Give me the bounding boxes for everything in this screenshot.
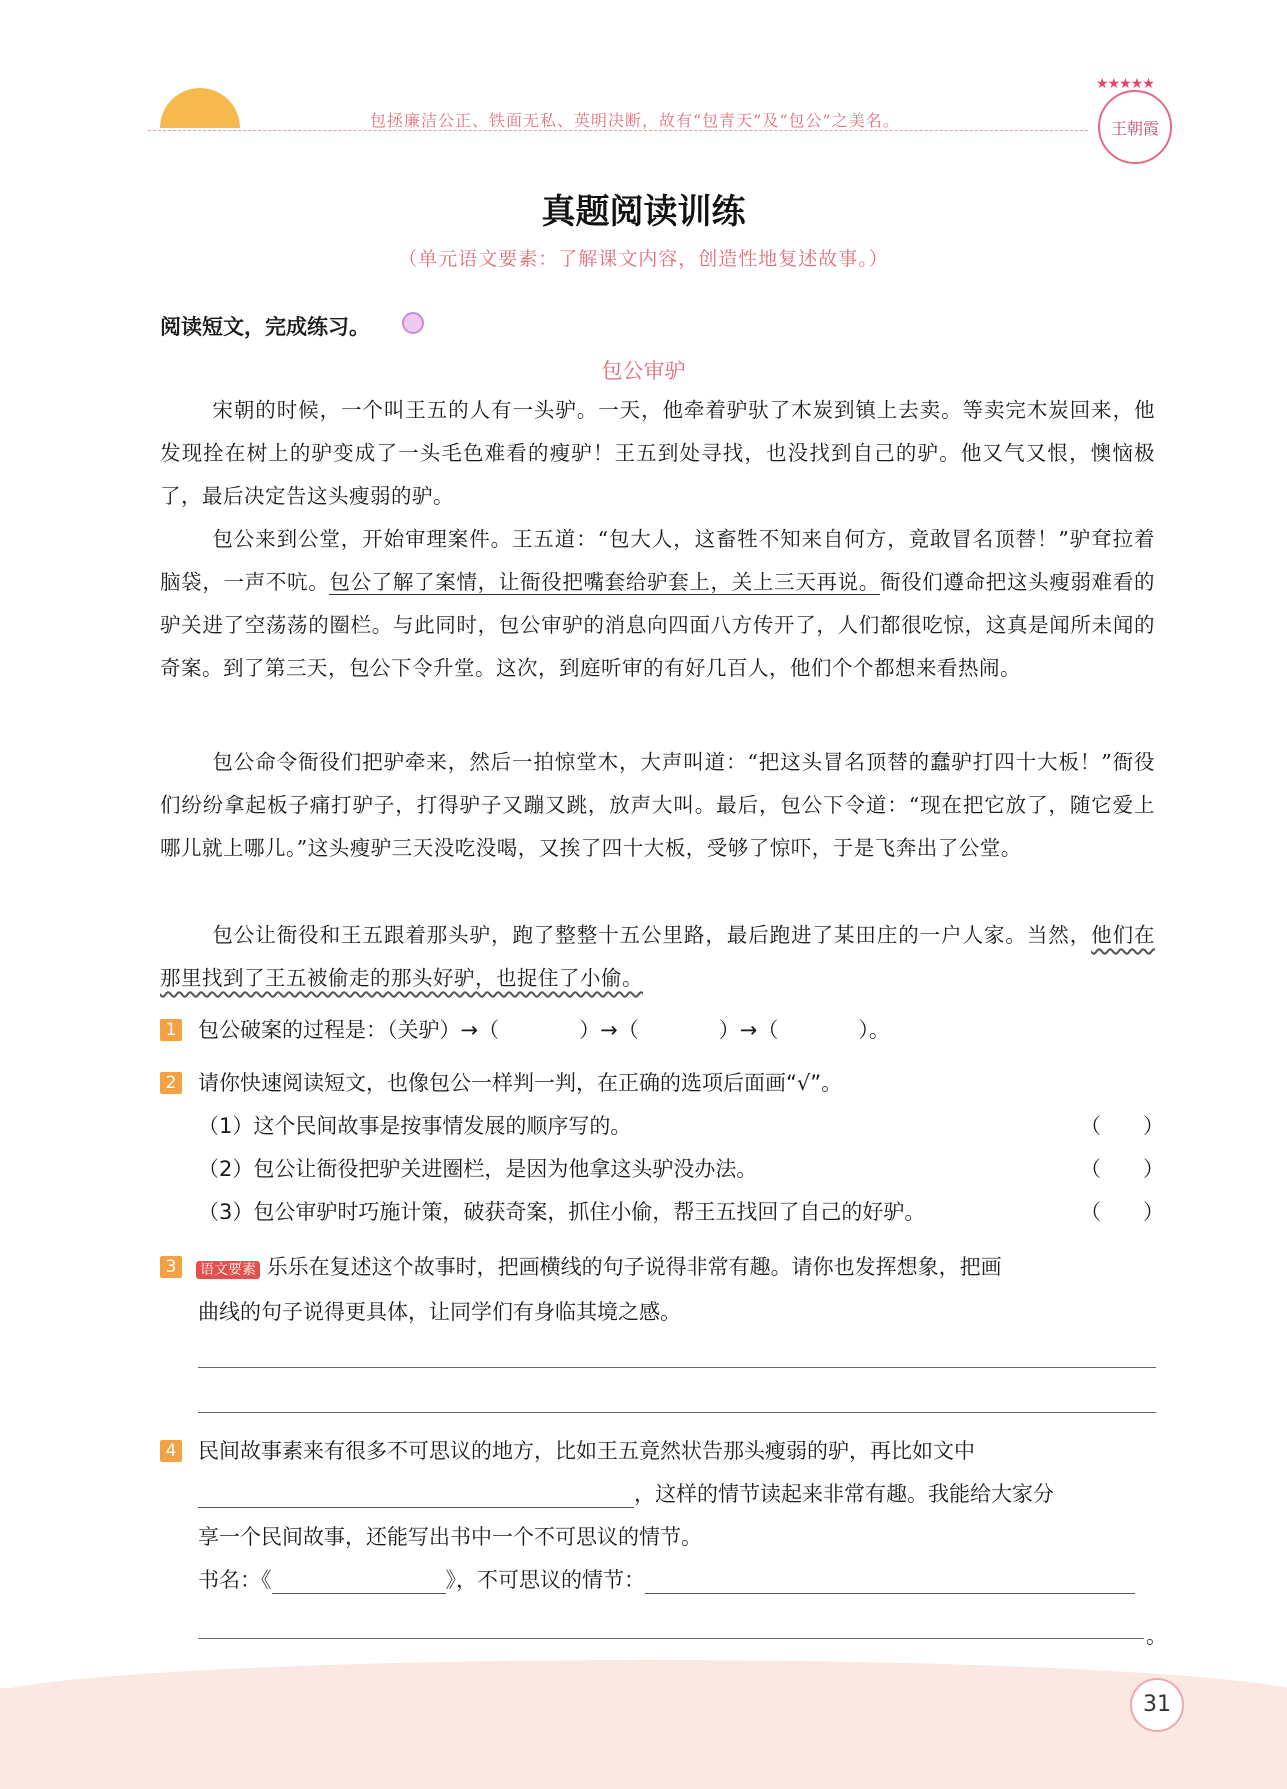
question-4: 民间故事素来有很多不可思议的地方，比如王五竟然状告那头瘦弱的驴，再比如文中 xyxy=(198,1439,975,1463)
header-motto: 包拯廉洁公正、铁面无私、英明决断，故有“包青天”及“包公”之美名。 xyxy=(370,111,900,130)
page-subtitle: （单元语文要素：了解课文内容，创造性地复述故事。） xyxy=(398,248,889,270)
question-number-4: 4 xyxy=(160,1440,182,1462)
q2-answer-box-1[interactable]: （ ） xyxy=(1080,1114,1164,1138)
story-paragraph-1 xyxy=(160,389,1155,518)
instruction: 阅读短文，完成练习。 xyxy=(160,315,370,339)
plot-blank[interactable] xyxy=(645,1569,1135,1594)
q2-option-3: （3）包公审驴时巧施计策，破获奇案，抓住小偷，帮王五找回了自己的好驴。 xyxy=(198,1200,926,1224)
question-number-2: 2 xyxy=(160,1072,182,1094)
book-label: 书名：《 xyxy=(198,1568,272,1592)
book-name-blank[interactable] xyxy=(272,1569,446,1594)
q3-answer-line-2[interactable] xyxy=(198,1412,1156,1413)
q4-example-blank[interactable] xyxy=(198,1483,634,1508)
language-element-tag: 语文要素 xyxy=(196,1261,260,1279)
paragraph-text: 包公命令衙役们把驴牵来，然后一拍惊堂木，大声叫道：“把这头冒名顶替的蠢驴打四十大板！”衙役们纷纷拿起板子痛打驴子，打得驴子又蹦又跳，放声大叫。最后，包公下令道：“现在把它放了，随它爱上哪儿就上哪儿。”这头瘦驴三天没吃没喝，又挨了四十大板，受够了惊吓，于是飞奔出了公堂。 xyxy=(160,750,1155,860)
page-number: 31 xyxy=(1130,1678,1184,1732)
q3-text: 乐乐在复述这个故事时，把画横线的句子说得非常有趣。请你也发挥想象，把画 xyxy=(266,1255,1002,1279)
page-title: 真题阅读训练 xyxy=(541,192,746,232)
q1-text: 包公破案的过程是：（关驴）→（ xyxy=(198,1018,500,1042)
story-paragraph-3 xyxy=(160,741,1155,870)
q4-period: 。 xyxy=(1146,1624,1167,1648)
question-2: 请你快速阅读短文，也像包公一样判一判，在正确的选项后面画“√”。 xyxy=(198,1071,843,1095)
q1-arrow: ）→（ xyxy=(579,1018,639,1042)
q4-answer-line[interactable] xyxy=(198,1638,1144,1639)
q2-answer-box-3[interactable]: （ ） xyxy=(1080,1200,1164,1224)
paragraph-text: 衙役们遵命把这头瘦弱难看的驴关进了空荡荡的圈栏。与此同时，包公审驴的消息向四面八方传开了，人们都很吃惊，这真是闻所未闻的奇案。到了第三天，包公下令升堂。这次，到庭听审的有好几百人，他们个个都想来看热闹。 xyxy=(160,570,1156,680)
story-paragraph-2 xyxy=(160,518,1155,690)
story-title: 包公审驴 xyxy=(601,359,686,383)
plot-label: 》，不可思议的情节： xyxy=(445,1568,645,1592)
lightbulb-icon xyxy=(402,312,424,334)
paragraph-text: 包公让衙役和王五跟着那头驴，跑了整整十五公里路，最后跑进了某田庄的一户人家。当然， xyxy=(212,923,1092,947)
q3-answer-line-1[interactable] xyxy=(198,1367,1156,1368)
wavy-underlined-sentence: 他们在那里找到了王五被偷走的那头好驴，也捉住了小偷。 xyxy=(160,923,1156,990)
question-3 xyxy=(196,1251,1002,1281)
story-paragraph-4 xyxy=(160,914,1155,1000)
question-1 xyxy=(198,1014,890,1044)
paragraph-text: 宋朝的时候，一个叫王五的人有一头驴。一天，他牵着驴驮了木炭到镇上去卖。等卖完木炭回来，他发现拴在树上的驴变成了一头毛色难看的瘦驴！王五到处寻找，也没找到自己的驴。他又气又恨，懊恼极了，最后决定告这头瘦弱的驴。 xyxy=(160,398,1155,508)
q2-option-2: （2）包公让衙役把驴关进圈栏，是因为他拿这头驴没办法。 xyxy=(198,1157,758,1181)
question-number-1: 1 xyxy=(160,1019,182,1041)
q4-text: ，这样的情节读起来非常有趣。我能给大家分 xyxy=(634,1482,1054,1506)
stamp-stars-icon: ★★★★★ xyxy=(1096,76,1154,92)
q4-book-line xyxy=(198,1564,1135,1594)
question-number-3: 3 xyxy=(160,1256,182,1278)
q2-answer-box-2[interactable]: （ ） xyxy=(1080,1157,1164,1181)
q4-line-2 xyxy=(198,1478,1054,1508)
footer-band xyxy=(0,1688,1287,1789)
q3-text-line-2: 曲线的句子说得更具体，让同学们有身临其境之感。 xyxy=(198,1300,681,1324)
q4-line-3: 享一个民间故事，还能写出书中一个不可思议的情节。 xyxy=(198,1525,702,1549)
paragraph-text: 包公来到公堂，开始审理案件。王五道：“包大人，这畜牲不知来自何方，竟敢冒名顶替！”驴耷拉着脑袋，一声不吭。 xyxy=(160,527,1155,594)
q1-arrow: ）→（ xyxy=(718,1018,779,1042)
q1-end: ）。 xyxy=(858,1018,890,1042)
q2-option-1: （1）这个民间故事是按事情发展的顺序写的。 xyxy=(198,1114,632,1138)
author-stamp-logo: 王朝霞 xyxy=(1098,90,1172,164)
sun-decoration-icon xyxy=(160,88,240,168)
underlined-sentence: 包公了解了案情，让衙役把嘴套给驴套上，关上三天再说。 xyxy=(329,570,880,594)
